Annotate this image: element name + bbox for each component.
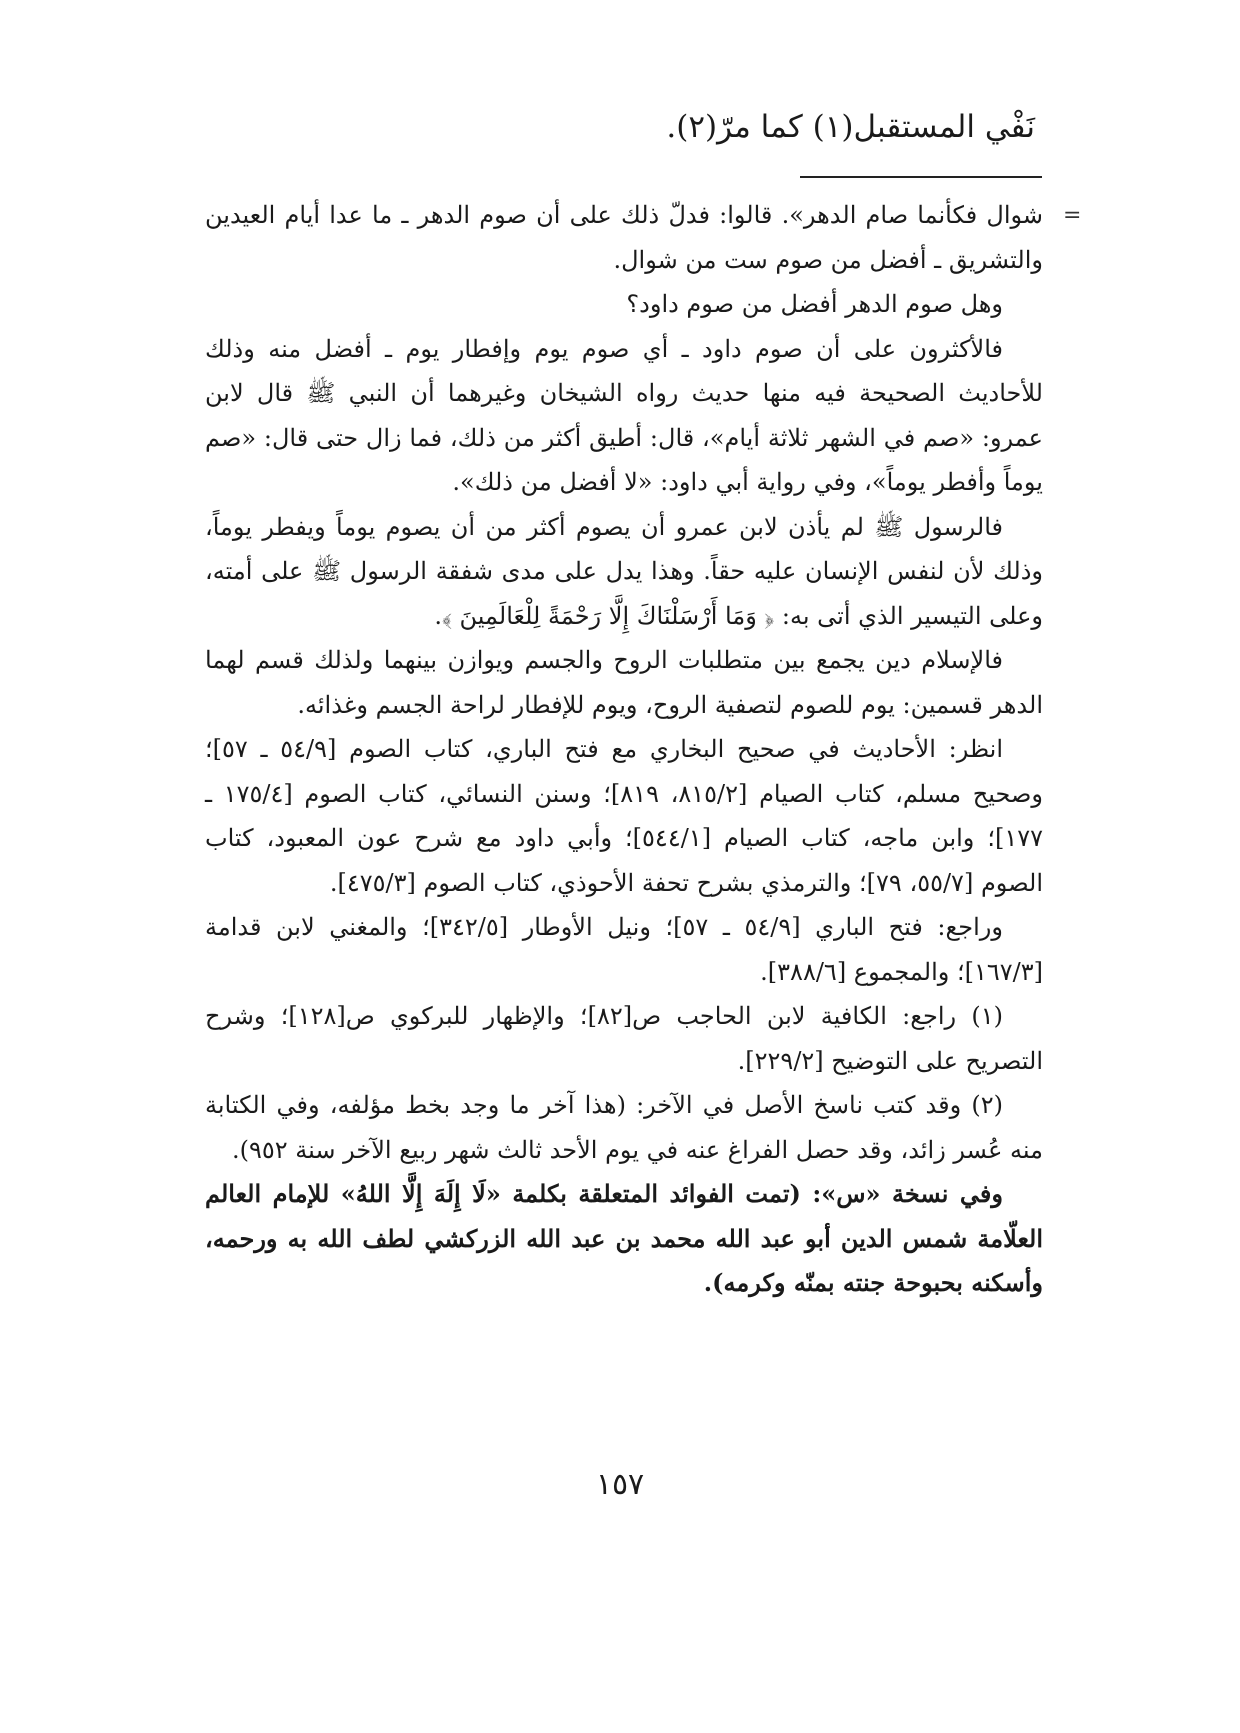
main-text-line: نَفْي المستقبل(١) كما مرّ(٢). bbox=[666, 109, 1035, 145]
footnote-paragraph: وراجع: فتح الباري [٥٤/٩ ـ ٥٧]؛ ونيل الأوطار [٣٤٢/٥]؛ والمغني لابن قدامة [١٦٧/٣]؛ والمجموع [٣٨٨/٦]. bbox=[205, 913, 1043, 986]
footnotes-section bbox=[205, 193, 1043, 1306]
footnote-paragraph: انظر: الأحاديث في صحيح البخاري مع فتح الباري، كتاب الصوم [٥٤/٩ ـ ٥٧]؛ وصحيح مسلم، كتاب الصيام [٨١٥/٢، ٨١٩]؛ وسنن النسائي، كتاب الصوم [١٧٥/٤ ـ ١٧٧]؛ وابن ماجه، كتاب الصيام [٥٤٤/١]؛ وأبي داود مع شرح عون المعبود، كتاب الصوم [٥٥/٧، ٧٩]؛ والترمذي بشرح تحفة الأحوذي، كتاب الصوم [٤٧٥/٣]. bbox=[205, 735, 1044, 897]
page-number: ١٥٧ bbox=[595, 1467, 645, 1502]
footnote-paragraph: وهل صوم الدهر أفضل من صوم داود؟ bbox=[626, 290, 1003, 318]
footnote-paragraph: فالأكثرون على أن صوم داود ـ أي صوم يوم وإفطار يوم ـ أفضل منه وذلك للأحاديث الصحيحة فيه منها حديث رواه الشيخان وغيرهما أن النبي ﷺ قال لابن عمرو: «صم في الشهر ثلاثة أيام»، قال: أطيق أكثر من ذلك، فما زال حتى قال: «صم يوماً وأفطر يوماً»، وفي رواية أبي داود: «لا أفضل من ذلك». bbox=[205, 334, 1043, 496]
footnote-paragraph: فالرسول ﷺ لم يأذن لابن عمرو أن يصوم أكثر من أن يصوم يوماً ويفطر يوماً، وذلك لأن لنفس الإنسان عليه حقاً. وهذا يدل على مدى شفقة الرسول ﷺ على أمته، وعلى التيسير الذي أتى به: ﴿ وَمَا أَرْسَلْنَاكَ إِلَّا رَحْمَةً لِلْعَالَمِينَ ﴾. bbox=[205, 512, 1044, 630]
footnote-1: (١) راجع: الكافية لابن الحاجب ص[٨٢]؛ والإظهار للبركوي ص[١٢٨]؛ وشرح التصريح على التوضيح [٢٢٩/٢]. bbox=[205, 1002, 1043, 1075]
footnote-2: (٢) وقد كتب ناسخ الأصل في الآخر: (هذا آخر ما وجد بخط مؤلفه، وفي الكتابة منه عُسر زائد، وقد حصل الفراغ عنه في يوم الأحد ثالث شهر ربيع الآخر سنة ٩٥٢). bbox=[205, 1091, 1043, 1164]
footnote-paragraph: شوال فكأنما صام الدهر». قالوا: فدلّ ذلك على أن صوم الدهر ـ ما عدا أيام العيدين والتشريق ـ أفضل من صوم ست من شوال. bbox=[205, 201, 1043, 274]
footnote-paragraph: فالإسلام دين يجمع بين متطلبات الروح والجسم ويوازن بينهما ولذلك قسم لهما الدهر قسمين: يوم للصوم لتصفية الروح، ويوم للإفطار لراحة الجسم وغذائه. bbox=[205, 646, 1043, 719]
footnote-separator-rule bbox=[800, 176, 1042, 178]
manuscript-colophon-note: وفي نسخة «س»: (تمت الفوائد المتعلقة بكلمة «لَا إِلَهَ إِلَّا اللهُ» للإمام العالم العلّامة شمس الدين أبو عبد الله محمد بن عبد الله الزركشي لطف الله به ورحمه، وأسكنه بحبوحة جنته بمنّه وكرمه). bbox=[205, 1179, 1043, 1297]
footnote-continuation-mark: = bbox=[1063, 203, 1082, 228]
